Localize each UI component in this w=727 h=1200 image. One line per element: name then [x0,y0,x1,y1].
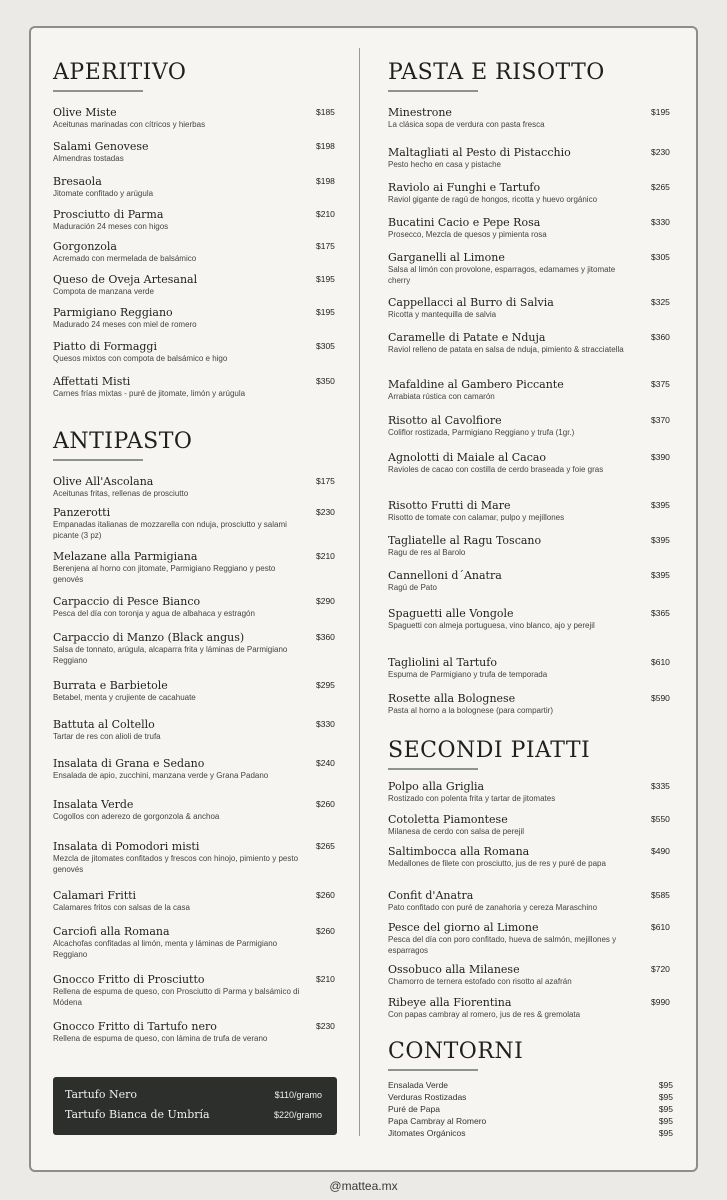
contorni-price: $95 [658,1128,673,1138]
item-name: Melazane alla Parmigiana [53,550,198,563]
contorni-price: $95 [658,1116,673,1126]
menu-item [388,414,675,454]
item-description: Ragu de res al Barolo [388,548,466,557]
item-name: Insalata di Grana e Sedano [53,757,205,770]
item-description: Berenjena al horno con jitomate, Parmigiano Reggiano y pesto genovés [53,564,276,584]
contorni-name: Jitomates Orgánicos [388,1128,466,1138]
item-name: Gnocco Fritto di Prosciutto [53,973,205,986]
item-description: Rostizado con polenta frita y tartar de jitomates [388,794,556,803]
item-price: $360 [316,632,335,642]
item-description: Milanesa de cerdo con salsa de perejil [388,827,525,836]
item-description: Madurado 24 meses con miel de romero [53,320,197,329]
item-price: $260 [316,799,335,809]
menu-item [388,378,675,418]
contorni-name: Ensalada Verde [388,1080,449,1090]
item-price: $198 [316,176,335,186]
item-name: Tagliolini al Tartufo [388,656,497,669]
section-title-antipasto: ANTIPASTO [53,429,193,454]
menu-item [53,718,340,758]
item-price: $260 [316,926,335,936]
item-name: Agnolotti di Maiale al Cacao [388,451,547,464]
contorni-item [388,1116,673,1127]
contorni-price: $95 [658,1092,673,1102]
contorni-price: $95 [658,1104,673,1114]
truffle-name: Tartufo Bianca de Umbría [65,1108,210,1121]
item-price: $290 [316,596,335,606]
truffle-price: $110/gramo [274,1090,322,1100]
item-description: Espuma de Parmigiano y trufa de temporada [388,670,548,679]
item-price: $335 [651,781,670,791]
item-price: $610 [651,657,670,667]
column-divider [359,48,360,1136]
item-name: Cannelloni d´Anatra [388,569,502,582]
item-description: Aceitunas marinadas con cítricos y hierbas [53,120,206,129]
item-name: Carciofi alla Romana [53,925,170,938]
item-description: Maduración 24 meses con higos [53,222,169,231]
item-name: Panzerotti [53,506,111,519]
menu-item [388,216,675,256]
item-price: $210 [316,551,335,561]
item-price: $365 [651,608,670,618]
menu-item [388,451,675,491]
item-name: Insalata Verde [53,798,134,811]
item-name: Minestrone [388,106,452,119]
item-price: $330 [316,719,335,729]
item-description: Raviol gigante de ragú de hongos, ricotta y huevo orgánico [388,195,598,204]
item-description: Calamares fritos con salsas de la casa [53,903,190,912]
truffle-row-bianca [65,1108,322,1122]
item-price: $350 [316,376,335,386]
menu-item [388,296,675,336]
item-price: $210 [316,974,335,984]
item-name: Carpaccio di Pesce Bianco [53,595,201,608]
menu-item [53,1020,340,1060]
item-description: Ravioles de cacao con costilla de cerdo braseada y foie gras [388,465,604,474]
menu-item [388,656,675,696]
menu-item [53,550,340,590]
menu-item [53,595,340,635]
menu-item [53,925,340,965]
item-name: Burrata e Barbietole [53,679,168,692]
item-price: $330 [651,217,670,227]
item-name: Parmigiano Reggiano [53,306,173,319]
truffle-row-nero [65,1088,322,1102]
item-price: $195 [316,274,335,284]
contorni-name: Papa Cambray al Romero [388,1116,487,1126]
section-rule-secondi [388,768,478,770]
item-description: Almendras tostadas [53,154,124,163]
item-name: Garganelli al Limone [388,251,505,264]
menu-item [388,921,675,961]
menu-item [388,499,675,539]
item-description: Ricotta y mantequilla de salvia [388,310,497,319]
item-name: Affettati Misti [53,375,131,388]
item-description: Medallones de filete con prosciutto, jus de res y puré de papa [388,859,606,868]
menu-item [53,631,340,671]
item-name: Raviolo ai Funghi e Tartufo [388,181,541,194]
item-price: $610 [651,922,670,932]
menu-item [53,757,340,797]
item-name: Bresaola [53,175,102,188]
contorni-item [388,1092,673,1103]
item-description: Quesos mixtos con compota de balsámico e higo [53,354,228,363]
menu-item [388,569,675,609]
item-price: $325 [651,297,670,307]
item-price: $585 [651,890,670,900]
item-description: Con papas cambray al romero, jus de res & gremolata [388,1010,581,1019]
menu-item [388,146,675,186]
item-price: $720 [651,964,670,974]
item-price: $230 [316,1021,335,1031]
truffle-box [53,1077,337,1135]
item-name: Cotoletta Piamontese [388,813,508,826]
item-description: Compota de manzana verde [53,287,154,296]
item-price: $550 [651,814,670,824]
item-price: $230 [316,507,335,517]
item-price: $265 [316,841,335,851]
section-rule-pasta [388,90,478,92]
menu-item [53,679,340,719]
item-name: Rosette alla Bolognese [388,692,516,705]
item-price: $260 [316,890,335,900]
item-price: $490 [651,846,670,856]
menu-item [53,889,340,929]
contorni-name: Puré de Papa [388,1104,440,1114]
contorni-price: $95 [658,1080,673,1090]
section-title-secondi: SECONDI PIATTI [388,738,591,763]
menu-item [388,996,675,1036]
item-description: Pato confitado con puré de zanahoria y cereza Maraschino [388,903,598,912]
item-name: Salami Genovese [53,140,149,153]
menu-item [388,534,675,574]
menu-item [53,140,340,180]
menu-item [388,331,675,371]
item-description: Empanadas italianas de mozzarella con nduja, prosciutto y salami picante (3 pz) [53,520,287,540]
item-description: Salsa de tonnato, arúgula, alcaparra frita y láminas de Parmigiano Reggiano [53,645,288,665]
item-description: Rellena de espuma de queso, con lámina de trufa de verano [53,1034,268,1043]
item-description: Spaguetti con almeja portuguesa, vino blanco, ajo y perejil [388,621,595,630]
section-rule-antipasto [53,459,143,461]
item-description: Arrabiata rústica con camarón [388,392,495,401]
section-rule-contorni [388,1069,478,1071]
item-description: Mezcla de jitomates confitados y frescos con hinojo, pimiento y pesto genovés [53,854,299,874]
section-title-aperitivo: APERITIVO [53,60,187,85]
item-name: Carpaccio di Manzo (Black angus) [53,631,245,644]
item-description: Risotto de tomate con calamar, pulpo y mejillones [388,513,565,522]
item-description: Carnes frías mixtas - puré de jitomate, limón y arúgula [53,389,246,398]
item-name: Calamari Fritti [53,889,137,902]
item-description: Aceitunas fritas, rellenas de prosciutto [53,489,189,498]
menu-item [53,840,340,880]
item-description: Chamorro de ternera estofado con risotto al azafrán [388,977,572,986]
item-description: Prosecco, Mezcla de quesos y pimienta rosa [388,230,547,239]
menu-item [53,506,340,546]
item-description: Pesto hecho en casa y pistache [388,160,501,169]
item-price: $230 [651,147,670,157]
item-price: $210 [316,209,335,219]
item-name: Piatto di Formaggi [53,340,157,353]
item-name: Mafaldine al Gambero Piccante [388,378,564,391]
menu-item [388,607,675,647]
menu-item [53,973,340,1013]
item-name: Spaguetti alle Vongole [388,607,514,620]
item-name: Cappellacci al Burro di Salvia [388,296,554,309]
item-name: Gnocco Fritto di Tartufo nero [53,1020,217,1033]
item-name: Insalata di Pomodori misti [53,840,200,853]
item-name: Olive Miste [53,106,117,119]
item-price: $265 [651,182,670,192]
item-name: Pesce del giorno al Limone [388,921,539,934]
item-description: Pesca del día con poro confitado, hueva de salmón, mejillones y esparragos [388,935,617,955]
menu-item [53,375,340,415]
section-title-pasta: PASTA E RISOTTO [388,60,605,85]
item-name: Confit d'Anatra [388,889,474,902]
item-description: Betabel, menta y crujiente de cacahuate [53,693,196,702]
item-name: Bucatini Cacio e Pepe Rosa [388,216,541,229]
truffle-name: Tartufo Nero [65,1088,138,1101]
contorni-name: Verduras Rostizadas [388,1092,467,1102]
contorni-item [388,1080,673,1091]
item-description: Coliflor rostizada, Parmigiano Reggiano y trufa (1gr.) [388,428,575,437]
item-price: $360 [651,332,670,342]
item-name: Caramelle di Patate e Nduja [388,331,546,344]
menu-item [388,181,675,221]
item-description: Raviol relleno de patata en salsa de nduja, pimiento & stracciatella [388,345,624,354]
item-name: Risotto Frutti di Mare [388,499,511,512]
item-name: Tagliatelle al Ragu Toscano [388,534,542,547]
item-price: $175 [316,476,335,486]
item-name: Olive All'Ascolana [53,475,154,488]
section-title-contorni: CONTORNI [388,1039,524,1064]
item-name: Queso de Oveja Artesanal [53,273,198,286]
section-rule-aperitivo [53,90,143,92]
item-name: Battuta al Coltello [53,718,155,731]
item-price: $305 [316,341,335,351]
item-description: Salsa al limón con provolone, esparragos, edamames y jitomate cherry [388,265,616,285]
item-description: Alcachofas confitadas al limón, menta y láminas de Parmigiano Reggiano [53,939,278,959]
item-name: Risotto al Cavolfiore [388,414,502,427]
menu-item [53,340,340,380]
item-description: Ensalada de apio, zucchini, manzana verde y Grana Padano [53,771,269,780]
item-name: Saltimbocca alla Romana [388,845,530,858]
menu-item [388,845,675,885]
item-price: $370 [651,415,670,425]
item-name: Prosciutto di Parma [53,208,164,221]
menu-item [388,251,675,291]
item-name: Ossobuco alla Milanese [388,963,520,976]
item-price: $395 [651,535,670,545]
item-name: Ribeye alla Fiorentina [388,996,512,1009]
item-description: Tartar de res con alioli de trufa [53,732,161,741]
item-price: $390 [651,452,670,462]
contorni-item [388,1104,673,1115]
item-description: Rellena de espuma de queso, con Prosciutto di Parma y balsámico di Módena [53,987,300,1007]
item-price: $240 [316,758,335,768]
menu-item [388,692,675,732]
item-price: $185 [316,107,335,117]
item-price: $195 [651,107,670,117]
contorni-item [388,1128,673,1139]
truffle-price: $220/gramo [273,1110,322,1120]
item-description: Jitomate confitado y arúgula [53,189,154,198]
item-price: $395 [651,500,670,510]
item-price: $990 [651,997,670,1007]
instagram-handle: @mattea.mx [329,1179,398,1193]
item-name: Maltagliati al Pesto di Pistacchio [388,146,571,159]
item-description: Acremado con mermelada de balsámico [53,254,197,263]
item-price: $395 [651,570,670,580]
item-price: $175 [316,241,335,251]
item-name: Polpo alla Griglia [388,780,485,793]
item-price: $375 [651,379,670,389]
menu-item [388,106,675,146]
item-price: $590 [651,693,670,703]
item-description: Ragú de Pato [388,583,437,592]
item-description: Pesca del día con toronja y agua de albahaca y estragón [53,609,255,618]
menu-item [53,798,340,838]
item-price: $198 [316,141,335,151]
item-price: $195 [316,307,335,317]
item-description: Pasta al horno a la bolognese (para compartir) [388,706,553,715]
item-price: $295 [316,680,335,690]
item-description: Cogollos con aderezo de gorgonzola & anchoa [53,812,220,821]
item-price: $305 [651,252,670,262]
item-name: Gorgonzola [53,240,117,253]
item-description: La clásica sopa de verdura con pasta fresca [388,120,545,129]
